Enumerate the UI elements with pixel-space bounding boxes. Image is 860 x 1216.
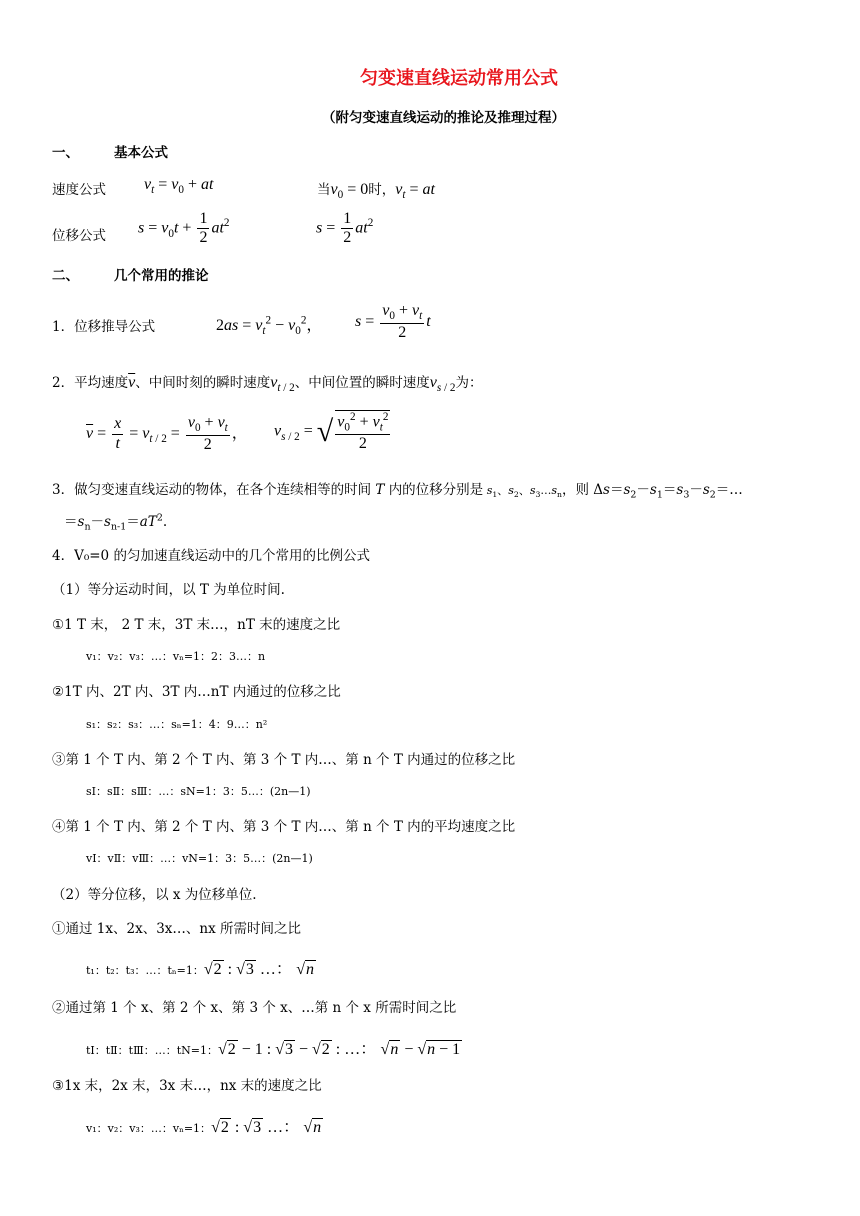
document-subtitle: （附匀变速直线运动的推论及推理过程） xyxy=(322,110,565,126)
ratio-7-title: ③1x 末，2x 末，3x 末…，nx 末的速度之比 xyxy=(52,1078,322,1094)
ratio-1-title: ①1 T 末， 2 T 末，3T 末…，nT 末的速度之比 xyxy=(52,617,341,633)
item-1-formula-b: s = $\frac{v_0 + v_t}{2}$ t xyxy=(355,302,431,342)
ratio-7-result: v₁：v₂：v₃：…：vₙ=1：√2 : √3 …： √n xyxy=(86,1119,322,1136)
speed-formula: $v_t = v_0$ + at xyxy=(144,176,214,197)
displacement-formula-label: 位移公式 xyxy=(52,228,106,244)
item-2-part-2: 、中间时刻的瞬时速度 xyxy=(135,375,271,391)
section-1-number: 一、 xyxy=(52,145,79,161)
item-1-formula-a: $2as = v_t^2 - v_0^2$， xyxy=(216,314,323,338)
ratio-3-title: ③第 1 个 T 内、第 2 个 T 内、第 3 个 T 内…、第 n 个 T 内通过的位移之比 xyxy=(52,752,516,768)
item-2-part-3: 、中间位置的瞬时速度 xyxy=(294,375,430,391)
item-1-label: 1．位移推导公式 xyxy=(52,319,156,335)
item-3-part-2: 内的位移分别是 xyxy=(388,482,484,498)
item-2-formula-b: $v_{s / 2}$ = √ $\frac{v_0^2 + v_t^2}{2}$ xyxy=(274,411,389,453)
ratio-2-title: ②1T 内、2T 内、3T 内…nT 内通过的位移之比 xyxy=(52,684,341,700)
displacement-zero-formula: s = $\frac{1}{2}$ $at^2$ xyxy=(316,210,374,247)
ratio-7-prefix: v₁：v₂：v₃：…：vₙ=1： xyxy=(86,1122,212,1135)
item-3-line-2: $=s_n-s_{n-1}=aT^2$. xyxy=(64,512,168,533)
ratio-3-result: sⅠ：sⅡ：sⅢ：…：sN=1：3：5…：(2n—1) xyxy=(86,785,311,798)
when-label: 当 xyxy=(317,182,331,198)
item-2-part-4: 为： xyxy=(455,375,483,391)
ratio-6-title: ②通过第 1 个 x、第 2 个 x、第 3 个 x、…第 n 个 x 所需时间之比 xyxy=(52,1000,457,1016)
ratio-6-result: tⅠ：tⅡ：tⅢ：…：tN=1：√2 − 1 : √3 − √2 : …： √n − √n − 1 xyxy=(86,1041,461,1058)
speed-formula-label: 速度公式 xyxy=(52,182,106,198)
ratio-5-result: t₁：t₂：t₃：…：tₙ=1：√2 : √3 …： √n xyxy=(86,961,314,978)
item-3-part-1: 3．做匀变速直线运动的物体，在各个连续相等的时间 xyxy=(52,482,372,498)
item-4-heading: 4．V₀=0 的匀加速直线运动中的几个常用的比例公式 xyxy=(52,548,370,564)
displacement-formula: $s = v_0t$ + $\frac{1}{2}$ $at^2$ xyxy=(138,210,230,247)
item-3-line-1: 3．做匀变速直线运动的物体，在各个连续相等的时间 T 内的位移分别是 $s_1$、$s_2$、$s_3\dots s_n$，则 $\Delta s=s_2-s_1=s_3-s_2=\dots$ xyxy=(52,482,743,501)
item-3-part-3: ，则 xyxy=(561,482,589,498)
section-2-number: 二、 xyxy=(52,268,79,284)
ratio-4-title: ④第 1 个 T 内、第 2 个 T 内、第 3 个 T 内…、第 n 个 T 内的平均速度之比 xyxy=(52,819,516,835)
item-3-part-4: ＝ xyxy=(64,514,78,530)
document-title: 匀变速直线运动常用公式 xyxy=(360,68,558,89)
section-2-heading: 几个常用的推论 xyxy=(114,268,209,284)
speed-zero-condition: 当$v_0 = 0$时，$v_t$ = at xyxy=(317,181,435,202)
item-2-formula-a: $\overline{v}$ = $\frac{x}{t}$ = $v_{t / 2}$ = $\frac{v_0 + v_t}{2}$ ， xyxy=(86,414,248,454)
ratio-5-title: ①通过 1x、2x、3x…、nx 所需时间之比 xyxy=(52,921,301,937)
when-time-label: 时， xyxy=(368,182,396,198)
ratio-1-result: v₁：v₂：v₃：…：vₙ=1：2：3…：n xyxy=(86,650,266,663)
part-2-heading: （2）等分位移，以 x 为位移单位. xyxy=(52,887,257,903)
part-1-heading: （1）等分运动时间，以 T 为单位时间. xyxy=(52,582,285,598)
ratio-2-result: s₁：s₂：s₃：…：sₙ=1：4：9…：n² xyxy=(86,718,268,731)
item-2-text: 2．平均速度$\overline{v}$、中间时刻的瞬时速度$v_{t / 2}$、中间位置的瞬时速度$v_{s / 2}$为： xyxy=(52,374,483,395)
item-2-part-1: 2．平均速度 xyxy=(52,375,129,391)
section-1-heading: 基本公式 xyxy=(114,145,168,161)
ratio-5-prefix: t₁：t₂：t₃：…：tₙ=1： xyxy=(86,964,204,977)
ratio-4-result: vⅠ：vⅡ：vⅢ：…：vN=1：3：5…：(2n—1) xyxy=(86,852,313,865)
ratio-6-prefix: tⅠ：tⅡ：tⅢ：…：tN=1： xyxy=(86,1044,218,1057)
